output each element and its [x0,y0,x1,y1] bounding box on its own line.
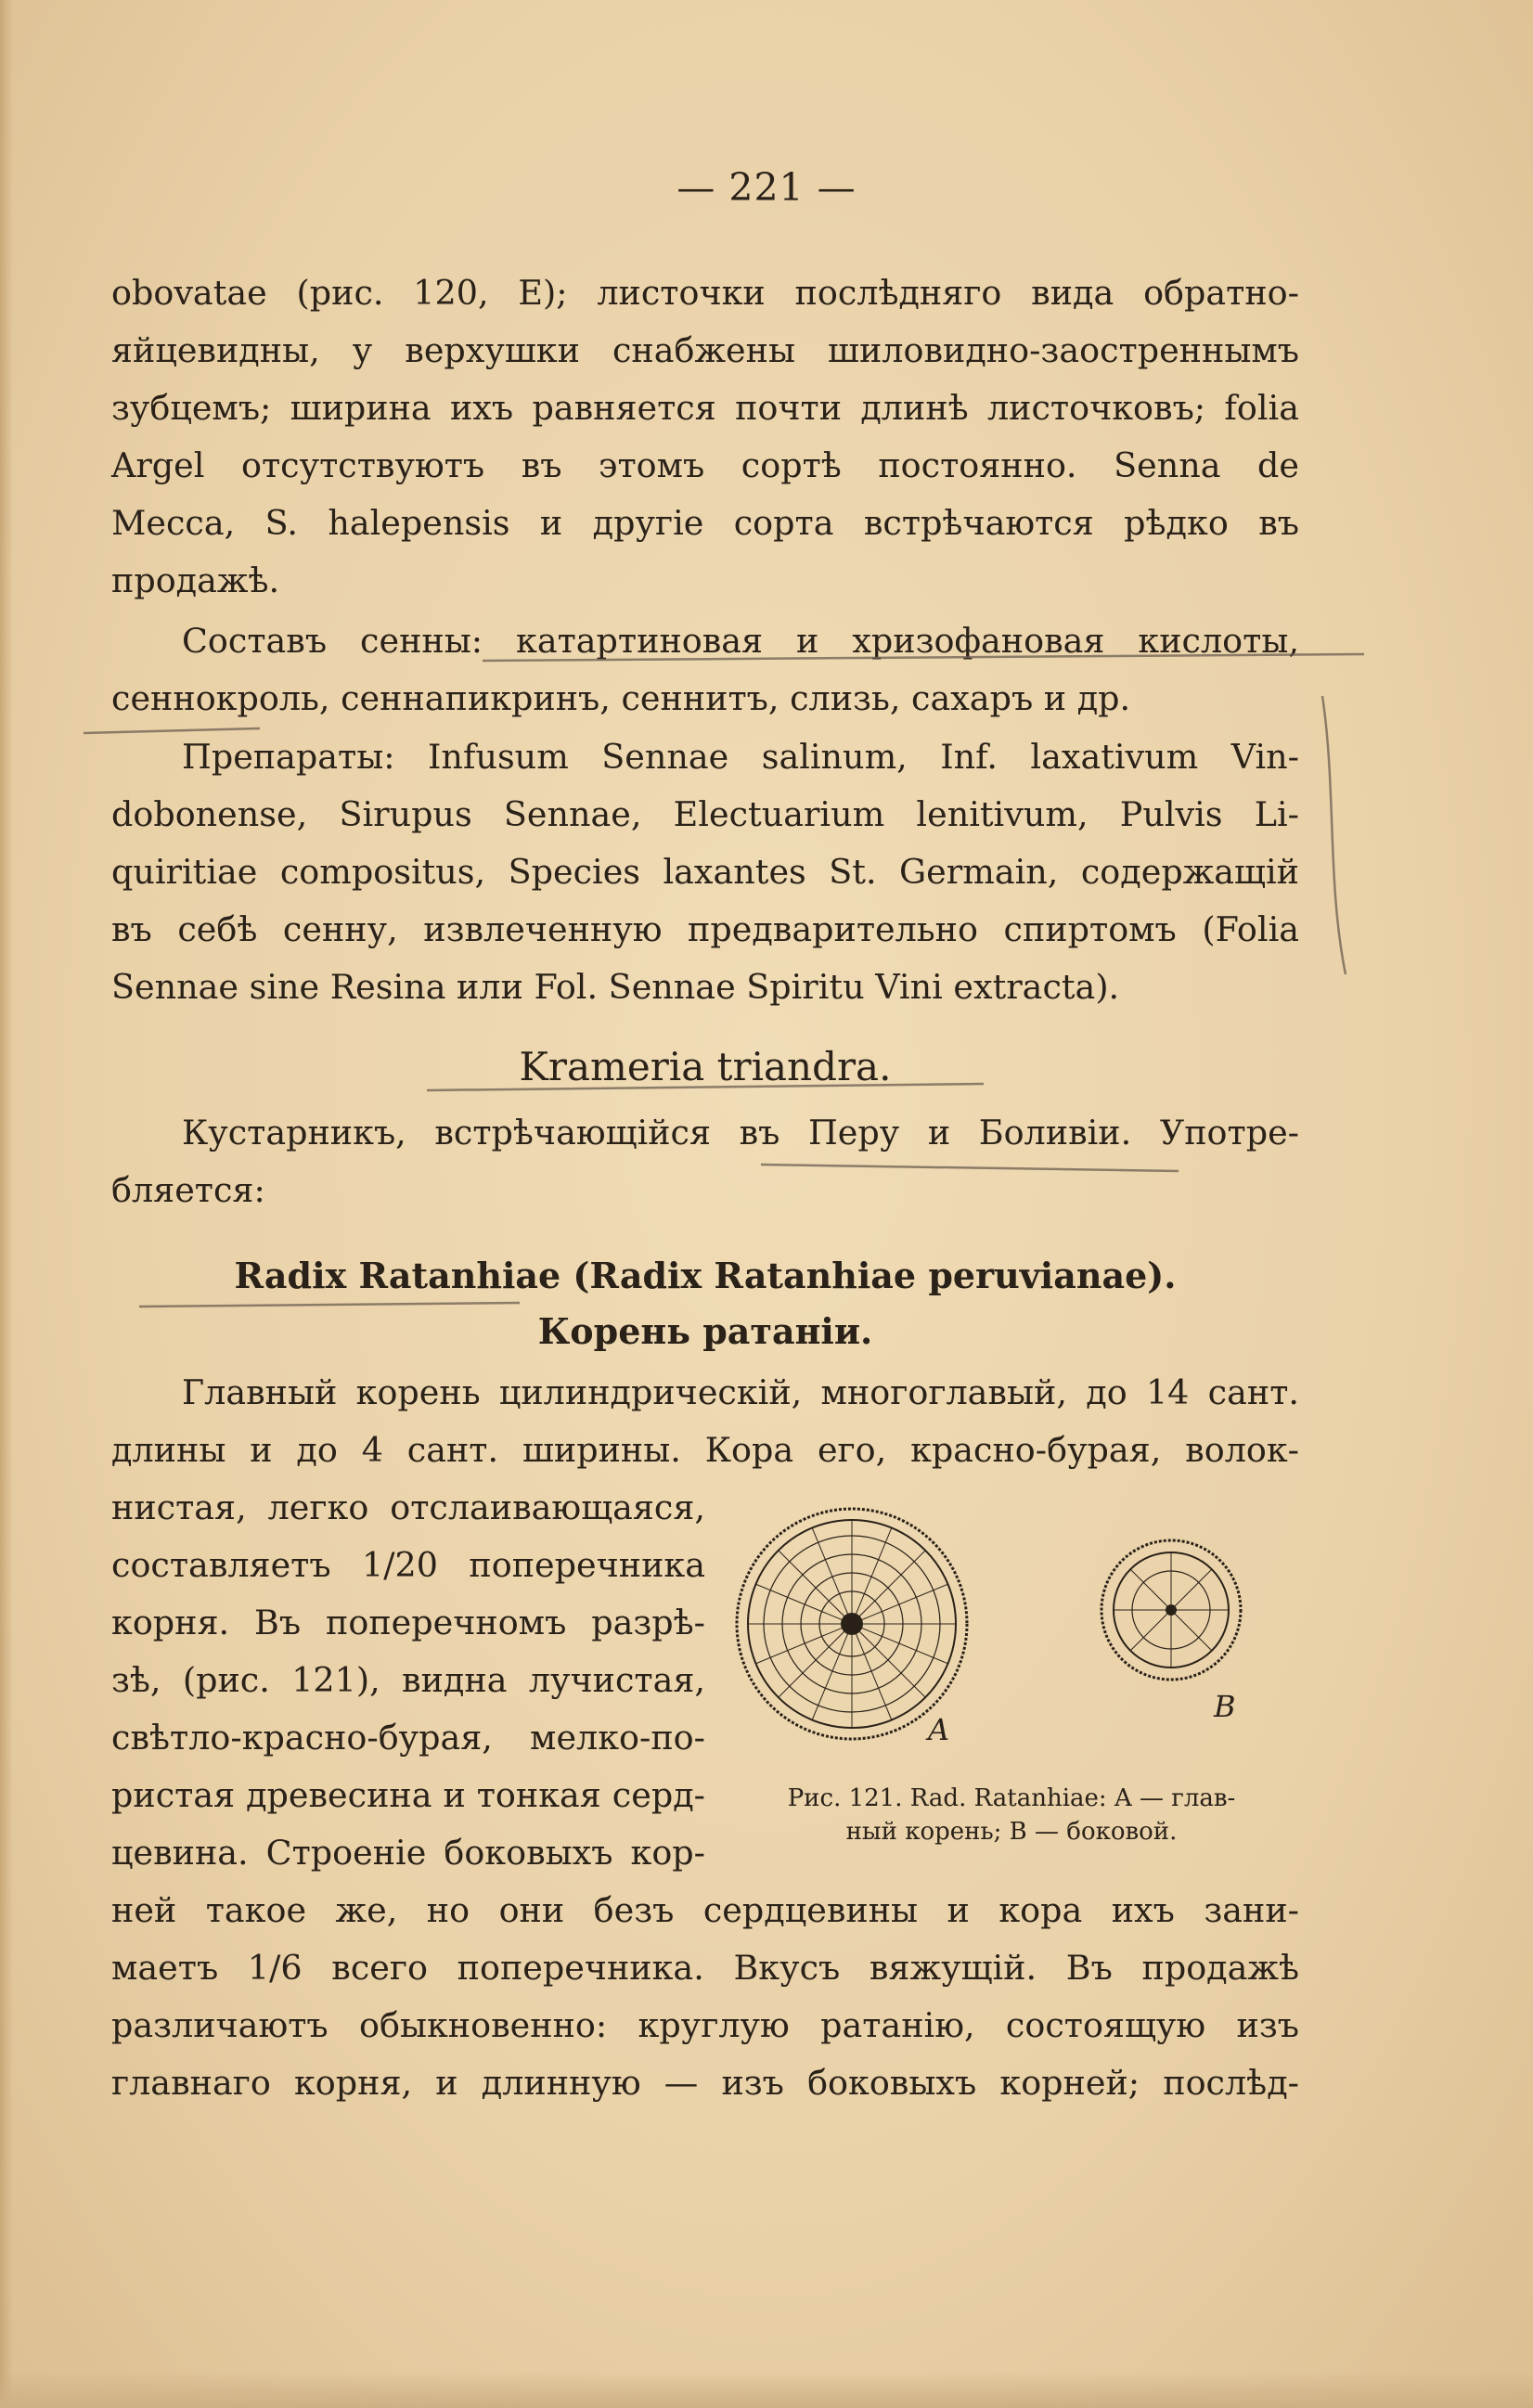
text-line: Argel отсутствуютъ въ этомъ сортѣ постоянно. Senna de [111,445,1299,485]
text-line: ристая древесина и тонкая серд- [111,1775,705,1815]
underline-mark [139,1303,520,1307]
underline-mark [761,1165,1179,1171]
text-line: длины и до 4 сант. ширины. Кора его, красно-бурая, волок- [111,1430,1299,1470]
text-line: различаютъ обыкновенно: круглую ратанію, состоящую изъ [111,2005,1299,2045]
text-line: корня. Въ поперечномъ разрѣ- [111,1603,705,1642]
text-line: dobonense, Sirupus Sennae, Electuarium lenitivum, Pulvis Li- [111,794,1299,834]
text-line: зѣ, (рис. 121), видна лучистая, [111,1660,705,1700]
text-line: маетъ 1/6 всего поперечника. Вкусъ вяжущій. Въ продажѣ [111,1948,1299,1988]
margin-mark [1322,696,1346,974]
text-line: Составъ сенны: катартиновая и хризофановая кислоты, [182,621,1299,661]
text-line: продажѣ. [111,560,280,600]
caption-line: Рис. 121. Rad. Ratanhiae: A — глав- [787,1784,1236,1812]
text-line: Главный корень цилиндрическій, многоглавый, до 14 сант. [182,1372,1299,1412]
text-line: яйцевидны, у верхушки снабжены шиловидно-заостреннымъ [111,330,1299,370]
text-line: quiritiae compositus, Species laxantes St. Germain, содержащій [111,852,1299,892]
drug-subtitle: Корень ратаніи. [537,1310,873,1352]
text-line: въ себѣ сенну, извлеченную предварительно спиртомъ (Folia [111,909,1299,949]
text-line: бляется: [111,1170,265,1210]
text-line: свѣтло-красно-бурая, мелко-по- [111,1718,705,1758]
underline-mark [483,654,1364,661]
text-line: Препараты: Infusum Sennae salinum, Inf. laxativum Vin- [182,737,1299,777]
figure-label-b: B [1214,1689,1236,1724]
text-line: Кустарникъ, встрѣчающійся въ Перу и Боливіи. Употре- [182,1113,1299,1152]
text-line: сеннокроль, сеннапикринъ, сеннитъ, слизь, сахаръ и др. [111,678,1131,718]
section-heading: Krameria triandra. [519,1044,892,1089]
text-line: obovatae (рис. 120, E); листочки послѣдняго вида обратно- [111,273,1299,313]
page-number: — 221 — [676,165,857,210]
text-line: составляетъ 1/20 поперечника [111,1545,705,1585]
text-line: Sennae sine Resina или Fol. Sennae Spiritu Vini extracta). [111,967,1120,1007]
text-line: нистая, легко отслаивающаяся, [111,1487,705,1527]
drug-title: Radix Ratanhiae (Radix Ratanhiae peruvianae). [234,1255,1177,1296]
figure-label-a: A [928,1712,950,1747]
text-line: цевина. Строеніе боковыхъ кор- [111,1833,705,1873]
underline-mark [84,728,260,733]
text-line: Mecca, S. halepensis и другіе сорта встрѣчаются рѣдко въ [111,503,1299,543]
text-line: главнаго корня, и длинную — изъ боковыхъ корней; послѣд- [111,2063,1299,2103]
underline-mark [427,1084,984,1090]
caption-line: ный корень; B — боковой. [845,1818,1178,1846]
text-line: зубцемъ; ширина ихъ равняется почти длинѣ листочковъ; folia [111,388,1299,428]
text-line: ней такое же, но они безъ сердцевины и кора ихъ зани- [111,1890,1299,1930]
